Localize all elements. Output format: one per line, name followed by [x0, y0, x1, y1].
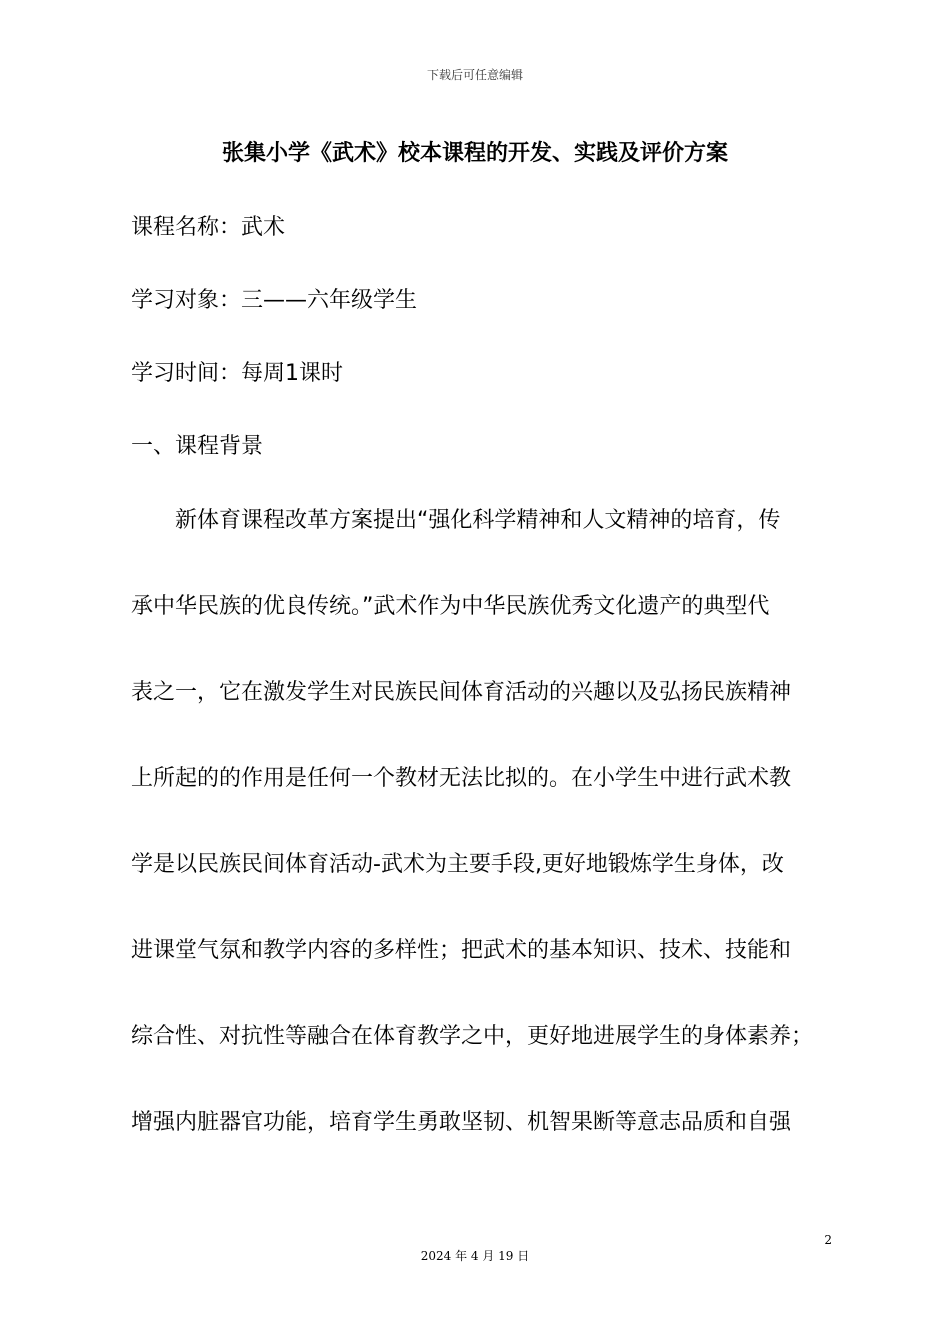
course-name-line: 课程名称：武术: [131, 215, 286, 240]
footer-date: 2024 年 4 月 19 日: [420, 1249, 530, 1263]
paragraph-line: 承中华民族的优良传统。”武术作为中华民族优秀文化遗产的典型代: [131, 594, 770, 619]
paragraph-line: 进课堂气氛和教学内容的多样性；把武术的基本知识、技术、技能和: [131, 938, 792, 963]
learning-target-line: 学习对象：三——六年级学生: [131, 288, 418, 313]
header-note: 下载后可任意编辑: [426, 68, 523, 82]
learning-time-line: 学习时间：每周1课时: [131, 361, 343, 386]
paragraph-line: 表之一，它在激发学生对民族民间体育活动的兴趣以及弘扬民族精神: [131, 680, 792, 705]
paragraph-line: 学是以民族民间体育活动-武术为主要手段,更好地锻炼学生身体，改: [131, 852, 784, 877]
paragraph-line: 综合性、对抗性等融合在体育教学之中，更好地进展学生的身体素养；: [131, 1024, 814, 1049]
paragraph-line: 新体育课程改革方案提出“强化科学精神和人文精神的培育，传: [131, 508, 781, 533]
section-heading: 一、课程背景: [131, 434, 264, 459]
paragraph-line: 增强内脏器官功能，培育学生勇敢坚韧、机智果断等意志品质和自强: [131, 1110, 792, 1135]
document-title: 张集小学《武术》校本课程的开发、实践及评价方案: [221, 141, 728, 166]
paragraph-line: 上所起的的作用是任何一个教材无法比拟的。在小学生中进行武术教: [131, 766, 792, 791]
page-number: 2: [824, 1233, 832, 1247]
